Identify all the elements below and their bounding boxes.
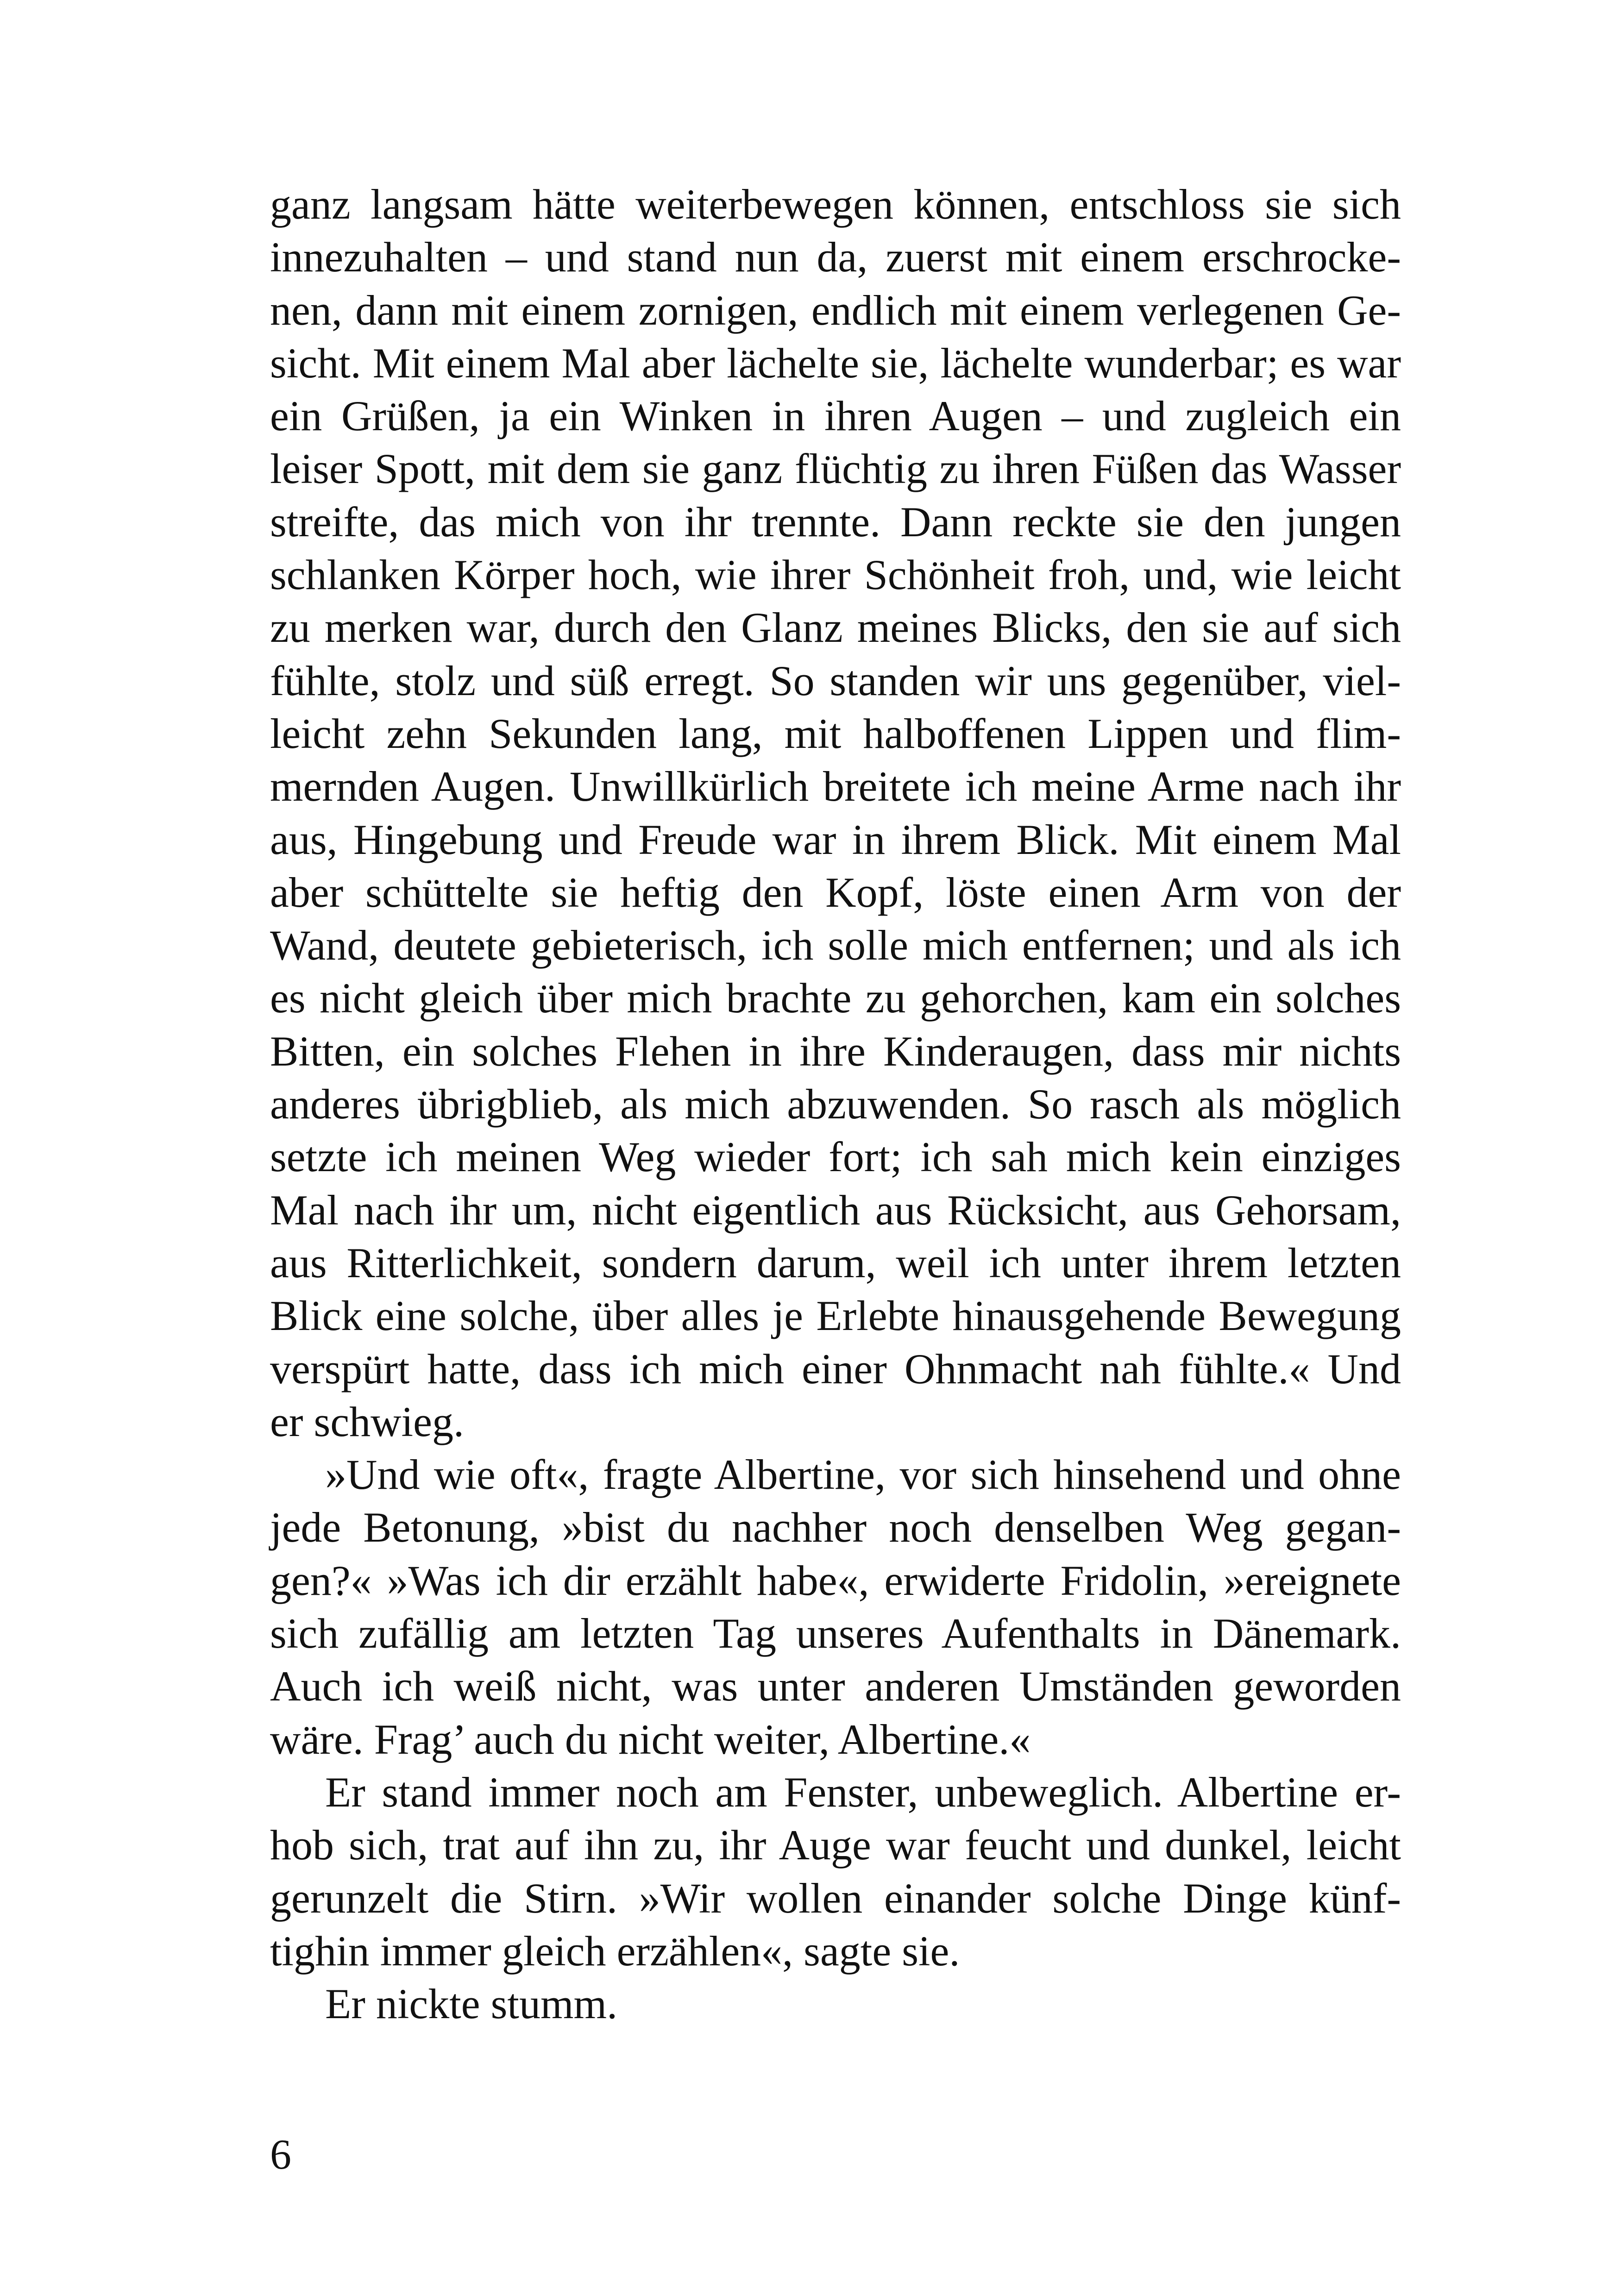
text-line: anderes übrigblieb, als mich abzuwenden. So rasch als möglich: [270, 1080, 1401, 1128]
text-line: Wand, deutete gebieterisch, ich solle mich entfernen; und als ich: [270, 922, 1401, 969]
text-line: gerunzelt die Stirn. »Wir wollen einander solche Dinge künf-: [270, 1874, 1401, 1922]
text-line: gen?« »Was ich dir erzählt habe«, erwiderte Fridolin, »ereignete: [270, 1556, 1401, 1604]
text-line: sich zufällig am letzten Tag unseres Aufenthalts in Dänemark.: [270, 1610, 1401, 1657]
text-line: sicht. Mit einem Mal aber lächelte sie, lächelte wunderbar; es war: [270, 339, 1401, 387]
text-line: mernden Augen. Unwillkürlich breitete ich meine Arme nach ihr: [270, 763, 1401, 810]
text-line: es nicht gleich über mich brachte zu gehorchen, kam ein solches: [270, 974, 1401, 1022]
page-number: 6: [270, 2131, 291, 2178]
text-line: tighin immer gleich erzählen«, sagte sie.: [270, 1927, 960, 1975]
text-line: aus, Hingebung und Freude war in ihrem Blick. Mit einem Mal: [270, 816, 1401, 863]
text-line: verspürt hatte, dass ich mich einer Ohnmacht nah fühlte.« Und: [270, 1345, 1401, 1393]
text-line: zu merken war, durch den Glanz meines Blicks, den sie auf sich: [270, 604, 1401, 652]
text-line: Auch ich weiß nicht, was unter anderen Umständen geworden: [270, 1662, 1401, 1710]
text-line: leiser Spott, mit dem sie ganz flüchtig zu ihren Füßen das Wasser: [270, 445, 1401, 493]
text-line: Bitten, ein solches Flehen in ihre Kinderaugen, dass mir nichts: [270, 1027, 1401, 1075]
text-line: jede Betonung, »bist du nachher noch denselben Weg gegan-: [270, 1504, 1401, 1551]
text-line: er schwieg.: [270, 1398, 464, 1445]
text-line: Er stand immer noch am Fenster, unbeweglich. Albertine er-: [325, 1768, 1401, 1816]
text-line: fühlte, stolz und süß erregt. So standen wir uns gegenüber, viel-: [270, 657, 1401, 704]
text-line: Mal nach ihr um, nicht eigentlich aus Rücksicht, aus Gehorsam,: [270, 1186, 1401, 1234]
text-line: aber schüttelte sie heftig den Kopf, löste einen Arm von der: [270, 868, 1401, 916]
text-line: innezuhalten – und stand nun da, zuerst mit einem erschrocke-: [270, 233, 1401, 281]
text-line: »Und wie oft«, fragte Albertine, vor sich hinsehend und ohne: [325, 1451, 1401, 1499]
text-line: ein Grüßen, ja ein Winken in ihren Augen – und zugleich ein: [270, 392, 1401, 440]
text-line: hob sich, trat auf ihn zu, ihr Auge war feucht und dunkel, leicht: [270, 1821, 1401, 1869]
text-line: wäre. Frag’ auch du nicht weiter, Albertine.«: [270, 1715, 1031, 1763]
text-line: ganz langsam hätte weiterbewegen können, entschloss sie sich: [270, 181, 1401, 228]
text-line: Er nickte stumm.: [325, 1980, 618, 2028]
page-body: [270, 178, 1401, 2030]
text-line: aus Ritterlichkeit, sondern darum, weil ich unter ihrem letzten: [270, 1239, 1401, 1286]
text-line: streifte, das mich von ihr trennte. Dann reckte sie den jungen: [270, 498, 1401, 546]
text-line: Blick eine solche, über alles je Erlebte hinausgehende Bewegung: [270, 1292, 1401, 1340]
text-line: schlanken Körper hoch, wie ihrer Schönheit froh, und, wie leicht: [270, 551, 1401, 599]
text-line: nen, dann mit einem zornigen, endlich mit einem verlegenen Ge-: [270, 286, 1401, 334]
text-line: leicht zehn Sekunden lang, mit halboffenen Lippen und flim-: [270, 709, 1401, 757]
text-line: setzte ich meinen Weg wieder fort; ich sah mich kein einziges: [270, 1133, 1401, 1181]
